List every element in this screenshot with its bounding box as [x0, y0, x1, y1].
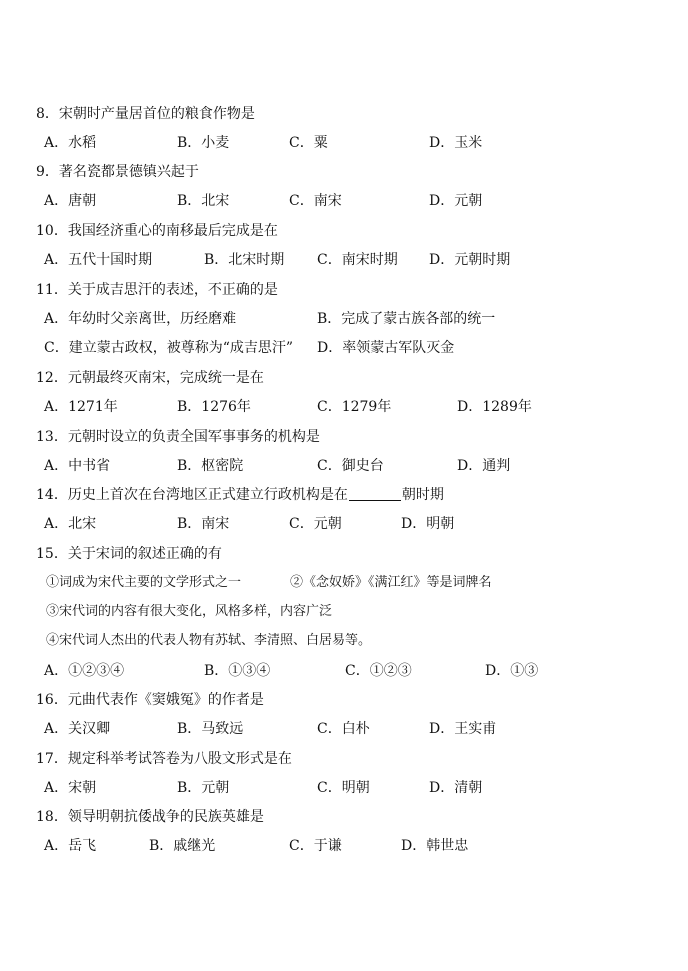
q17-option-b: B．元朝 [177, 780, 230, 796]
question-17-stem: 17．规定科举考试答卷为八股文形式是在 [36, 751, 292, 767]
q14-option-c: C．元朝 [289, 516, 342, 532]
q14-stem-before: 14．历史上首次在台湾地区正式建立行政机构是在 [36, 487, 348, 503]
q18-option-a: A．岳飞 [44, 838, 97, 854]
q18-option-b: B．戚继光 [149, 838, 216, 854]
question-8-stem: 8．宋朝时产量居首位的粮食作物是 [36, 106, 255, 122]
question-13-stem: 13．元朝时设立的负责全国军事事务的机构是 [36, 429, 320, 445]
q16-option-c: C．白朴 [317, 721, 370, 737]
question-12-stem: 12．元朝最终灭南宋，完成统一是在 [36, 370, 264, 386]
q9-option-c: C．南宋 [289, 193, 342, 209]
question-9-stem: 9．著名瓷都景德镇兴起于 [36, 164, 199, 180]
q15-option-a: A．①②③④ [44, 663, 125, 679]
q13-option-b: B．枢密院 [177, 458, 244, 474]
q15-statement-2: ②《念奴娇》《满江红》等是词牌名 [290, 575, 492, 590]
q14-option-b: B．南宋 [177, 516, 230, 532]
q18-option-c: C．于谦 [289, 838, 342, 854]
q10-option-a: A．五代十国时期 [44, 252, 153, 268]
q10-option-c: C．南宋时期 [317, 252, 398, 268]
q15-statement-4: ④宋代词人杰出的代表人物有苏轼、李清照、白居易等。 [46, 633, 372, 648]
q14-option-a: A．北宋 [44, 516, 97, 532]
q15-option-c: C．①②③ [345, 663, 412, 679]
q14-stem-after: 朝时期 [401, 487, 444, 503]
q16-option-a: A．关汉卿 [44, 721, 111, 737]
q15-option-b: B．①③④ [204, 663, 271, 679]
q9-option-d: D．元朝 [429, 193, 483, 209]
q16-option-d: D．王实甫 [429, 721, 497, 737]
q13-option-a: A．中书省 [44, 458, 111, 474]
q12-option-b: B．1276年 [177, 399, 251, 415]
question-16-stem: 16．元曲代表作《窦娥冤》的作者是 [36, 692, 264, 708]
q9-option-a: A．唐朝 [44, 193, 97, 209]
q17-option-c: C．明朝 [317, 780, 370, 796]
q9-option-b: B．北宋 [177, 193, 230, 209]
q8-option-b: B．小麦 [177, 135, 230, 151]
q11-option-d: D．率领蒙古军队灭金 [317, 340, 455, 356]
q15-statement-1: ①词成为宋代主要的文学形式之一 [46, 575, 242, 590]
question-11-stem: 11．关于成吉思汗的表述，不正确的是 [36, 282, 278, 298]
q8-option-d: D．玉米 [429, 135, 483, 151]
q8-option-a: A．水稻 [44, 135, 97, 151]
q13-option-d: D．通判 [457, 458, 511, 474]
q12-option-c: C．1279年 [317, 399, 392, 415]
q15-option-d: D．①③ [485, 663, 539, 679]
question-10-stem: 10．我国经济重心的南移最后完成是在 [36, 223, 278, 239]
q18-option-d: D．韩世忠 [401, 838, 469, 854]
q8-option-c: C．粟 [289, 135, 328, 151]
q11-option-a: A．年幼时父亲离世，历经磨难 [44, 311, 237, 327]
q14-option-d: D．明朝 [401, 516, 455, 532]
q17-option-d: D．清朝 [429, 780, 483, 796]
q13-option-c: C．御史台 [317, 458, 384, 474]
q12-option-a: A．1271年 [44, 399, 118, 415]
question-14-stem [36, 486, 444, 504]
q15-statement-3: ③宋代词的内容有很大变化，风格多样，内容广泛 [46, 604, 333, 619]
q11-option-b: B．完成了蒙古族各部的统一 [317, 311, 496, 327]
q10-option-b: B．北宋时期 [204, 252, 285, 268]
q12-option-d: D．1289年 [457, 399, 532, 415]
q11-option-c: C．建立蒙古政权，被尊称为“成吉思汗” [44, 340, 294, 356]
question-15-stem: 15．关于宋词的叙述正确的有 [36, 546, 222, 562]
q14-blank [349, 486, 401, 501]
q17-option-a: A．宋朝 [44, 780, 97, 796]
q16-option-b: B．马致远 [177, 721, 244, 737]
q10-option-d: D．元朝时期 [429, 252, 511, 268]
question-18-stem: 18．领导明朝抗倭战争的民族英雄是 [36, 809, 264, 825]
